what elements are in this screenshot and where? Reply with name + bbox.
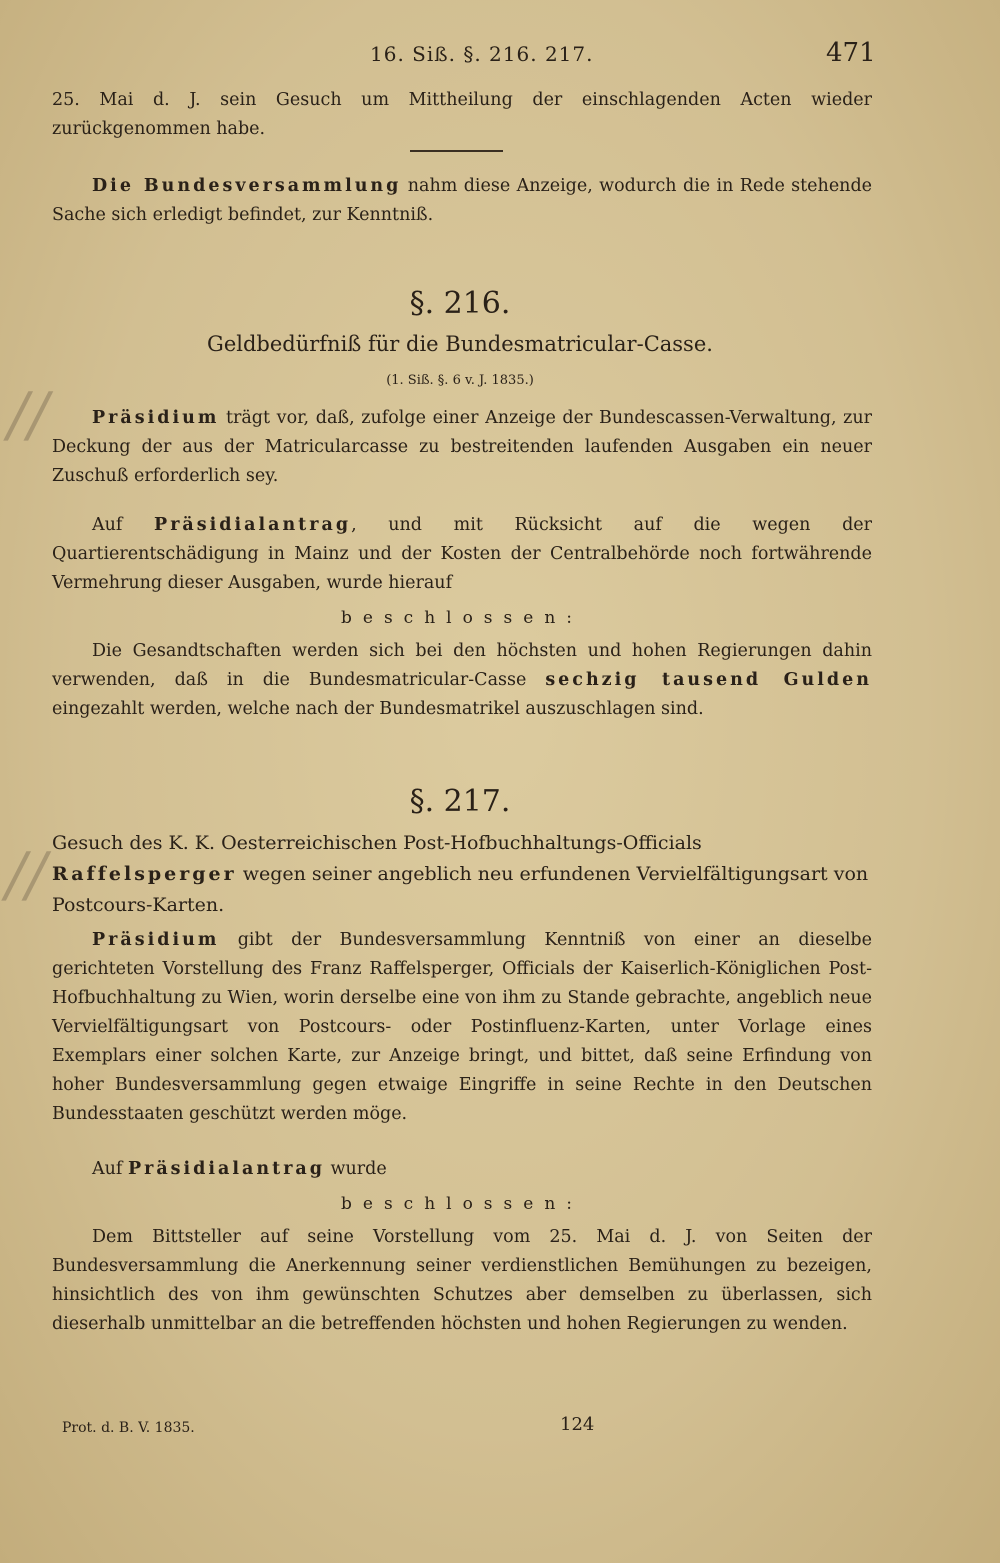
s217-para-1: Präsidium gibt der Bundesversammlung Kenntniß von einer an dieselbe gerichteten Vorstellung des Franz Raffelsperger, Officials der Kaiserlich-Königlichen Post-Hofbuchhaltung zu Wien, worin derselbe eine von ihm zu Stande gebrachte, angeblich neue Vervielfältigungsart von Postcours- oder Postinfluenz-Karten, unter Vorlage eines Exemplars einer solchen Karte, zur Anzeige bringt, und bittet, daß seine Erfindung von hoher Bundesversammlung gegen etwaige Eingriffe in seine Rechte in den Deutschen Bundesstaaten geschützt werden möge.: [52, 930, 872, 1124]
header-section-ref: 16. Siß. §. 216. 217.: [370, 42, 594, 66]
s217-beschlossen: beschlossen:: [341, 1194, 583, 1214]
divider-rule: [410, 150, 503, 152]
s216-para-3: Die Gesandtschaften werden sich bei den höchsten und hohen Regierungen dahin verwenden, daß in die Bundesmatricular-Casse sechzig tausend Gulden eingezahlt werden, welche nach der Bundesmatrikel auszuschlagen sind.: [52, 641, 873, 719]
footer-protocol-ref: Prot. d. B. V. 1835.: [62, 1420, 195, 1436]
intro-paragraph: [52, 172, 872, 230]
intro-continuation: [52, 86, 872, 144]
intro-line: 25. Mai d. J. sein Gesuch um Mittheilung der einschlagenden Acten wieder zurückgenommen habe.: [52, 90, 872, 139]
footer-signature-number: 124: [560, 1414, 595, 1435]
margin-pencil-mark: ∕∕: [6, 840, 47, 910]
intro-rest: nahm diese Anzeige, wodurch die in Rede stehende Sache sich erledigt befindet, zur Kenntniß.: [52, 176, 872, 225]
section-216-heading: §. 216.: [409, 286, 511, 321]
section-217-body: [52, 926, 872, 1339]
section-217-title: Gesuch des K. K. Oesterreichischen Post-Hofbuchhaltungs-Officials Raffelsperger wegen seiner angeblich neu erfundenen Vervielfältigungsart von Postcours-Karten.: [52, 832, 869, 916]
s216-beschlossen: beschlossen:: [341, 608, 583, 628]
s216-para-1: Präsidium trägt vor, daß, zufolge einer Anzeige der Bundescassen-Verwaltung, zur Deckung der aus der Matricularcasse zu bestreitenden laufenden Ausgaben ein neuer Zuschuß erforderlich sey.: [52, 408, 872, 486]
section-216-title: Geldbedürfniß für die Bundesmatricular-Casse.: [207, 332, 713, 356]
running-header: [0, 36, 1000, 76]
section-216-ref: (1. Siß. §. 6 v. J. 1835.): [386, 373, 534, 388]
margin-pencil-mark: ∕∕: [8, 380, 49, 450]
s217-para-3: Dem Bittsteller auf seine Vorstellung vom 25. Mai d. J. von Seiten der Bundesversammlung die Anerkennung seiner verdienstlichen Bemühungen zu bezeigen, hinsichtlich des von ihm gewünschten Schutzes aber demselben zu überlassen, sich dieserhalb unmittelbar an die betreffenden höchsten und hohen Regierungen zu wenden.: [52, 1227, 872, 1334]
intro-lead: Die Bundesversammlung: [92, 176, 402, 196]
section-216-body: [52, 404, 872, 724]
s217-para-2: Auf Präsidialantrag wurde: [92, 1159, 387, 1179]
s216-para-2: Auf Präsidialantrag, und mit Rücksicht auf die wegen der Quartierentschädigung in Mainz und der Kosten der Centralbehörde noch fortwährende Vermehrung dieser Ausgaben, wurde hierauf: [52, 515, 872, 593]
page-number: 471: [826, 38, 876, 68]
section-217-heading: §. 217.: [409, 784, 511, 819]
